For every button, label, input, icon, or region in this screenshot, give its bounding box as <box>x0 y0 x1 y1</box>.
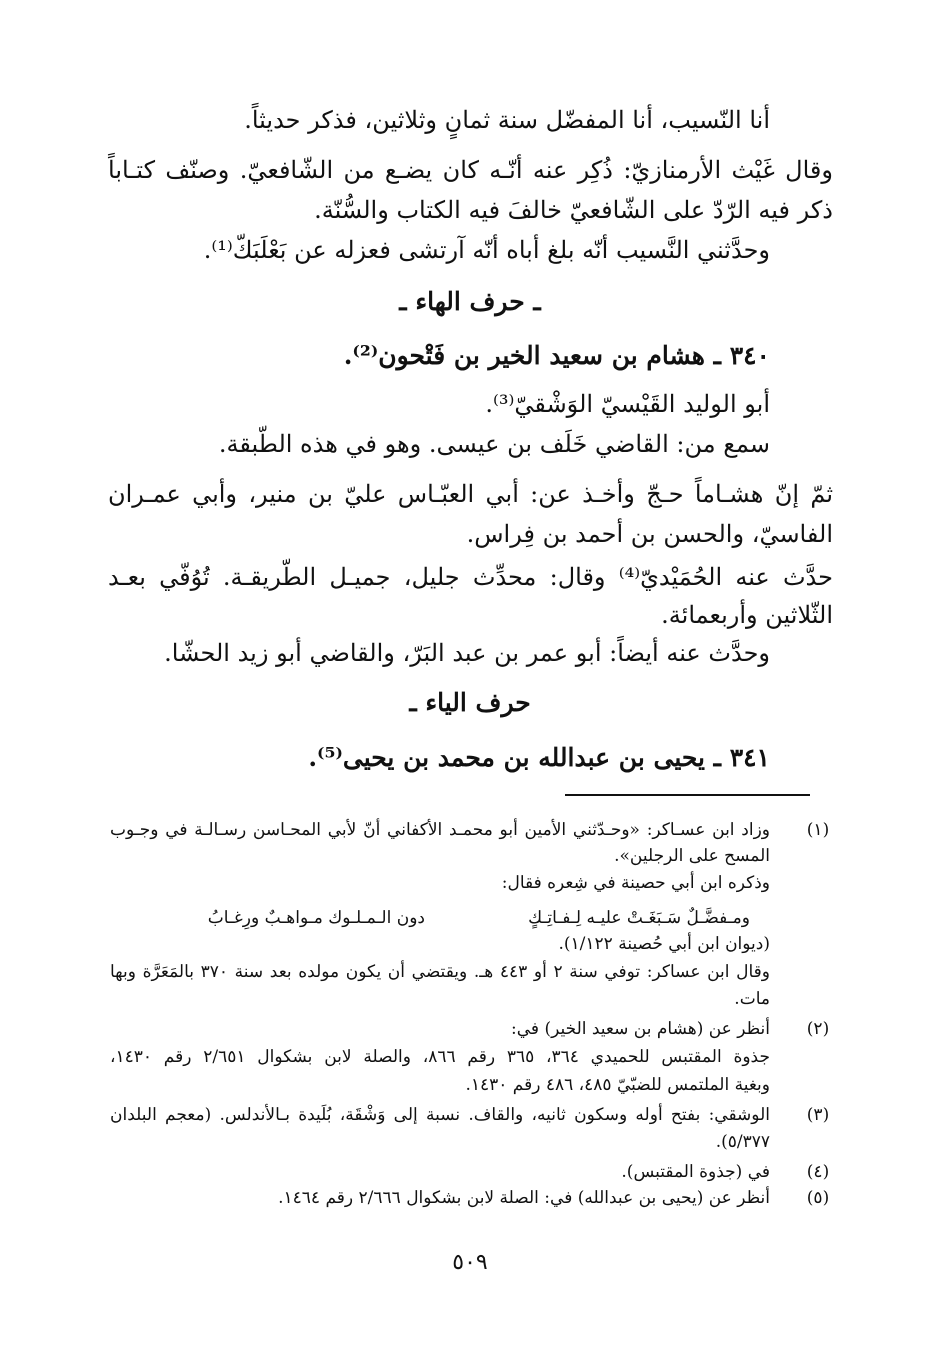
entry-341-title: ٣٤١ ـ يحيى بن عبدالله بن محمد بن يحيى⁽⁵⁾. <box>308 743 770 772</box>
footnote-2-line-1: أنظر عن (هشام بن سعيد الخير) في: <box>511 1019 770 1039</box>
footnote-number-2: (٢) <box>806 1019 830 1039</box>
section-heading-ha: ـ حرف الهاء ـ <box>399 287 541 316</box>
footnote-5-line-1: أنظر عن (يحيى بن عبدالله) في: الصلة لابن بشكوال ٢/٦٦٦ رقم ١٤٦٤. <box>278 1188 770 1208</box>
body-line-3: ذكر فيه الرّدّ على الشّافعيّ خالفَ فيه الكتاب والسُّنّة. <box>314 196 833 224</box>
footnote-number-4: (٤) <box>806 1162 830 1182</box>
footnote-1-line-3: وذكره ابن أبي حصينة في شِعره فقال: <box>501 873 770 893</box>
body-line-9: ثمّ إنّ هشـاماً حـجّ وأخـذ عن: أبي العبّـاس عليّ بن منير، وأبي عمـران <box>108 480 833 508</box>
footnote-1-verse-second-hemistich: دون الـمـلـوك مـواهـبٌ ورِغـابُ <box>207 908 425 928</box>
footnote-1-line-2: المسح على الرجلين». <box>614 846 770 866</box>
body-line-11: حدَّث عنه الحُمَيْديّ⁽⁴⁾ وقال: محدِّث جليل، جميـل الطّريقـة. تُوُفّي بعـد <box>108 563 833 591</box>
body-line-2: وقال غَيْث الأرمنازيّ: ذُكِر عنه أنّـه كان يضـع من الشّافعيّ. وصنّف كتـاباً <box>108 156 833 184</box>
footnote-4-line-1: في (جذوة المقتبس). <box>621 1162 770 1182</box>
footnote-1-line-4: (ديوان ابن أبي حُصينة ١/١٢٢). <box>558 934 770 954</box>
body-line-12: الثّلاثين وأربعمائة. <box>661 601 833 629</box>
section-heading-ya: حرف الياء ـ <box>409 688 531 717</box>
footnote-1-line-5: وقال ابن عساكر: توفي سنة ٢ أو ٤٤٣ هـ. ويقتضي أن يكون مولده بعد سنة ٣٧٠ بالمَعَرَّة وبها <box>110 962 770 982</box>
footnote-1-line-1: وزاد ابن عسـاكر: «وحـدّثني الأمين أبو محمـد الأكفاني أنّ لأبي المحـاسن رسـالـة في وجـوب <box>110 820 770 840</box>
footnote-3-line-1: الوشقي: بفتح أوله وسكون ثانيه، والقاف. نسبة إلى وَشْقَة، بُلَيدة بـالأندلس. (معجم البلدان <box>110 1105 770 1125</box>
footnote-number-3: (٣) <box>806 1105 830 1125</box>
footnote-number-5: (٥) <box>806 1188 830 1208</box>
body-line-10: الفاسيّ، والحسن بن أحمد بن فِراس. <box>466 520 833 548</box>
page-number: ٥٠٩ <box>452 1250 488 1275</box>
body-line-4: وحدَّثني النَّسيب أنّه بلغ أباه أنّه آرتشى فعزله عن بَعْلَبَكّ⁽¹⁾. <box>203 236 770 264</box>
footnote-separator <box>565 794 810 796</box>
footnote-3-line-2: ٥/٣٧٧). <box>715 1132 770 1152</box>
body-line-1: أنا النّسيب، أنا المفضّل سنة ثمانٍ وثلاثين، فذكر حديثاً. <box>244 106 770 134</box>
footnote-2-line-3: وبغية الملتمس للضبّيّ ٤٨٥، ٤٨٦ رقم ١٤٣٠. <box>465 1075 770 1095</box>
footnote-2-line-2: جذوة المقتبس للحميدي ٣٦٤، ٣٦٥ رقم ٨٦٦، والصلة لابن بشكوال ٢/٦٥١ رقم ١٤٣٠، <box>110 1047 770 1067</box>
body-line-13: وحدَّث عنه أيضاً: أبو عمر بن عبد البَرّ، والقاضي أبو زيد الحشّا. <box>164 639 770 667</box>
body-line-8: سمع من: القاضي خَلَف بن عيسى. وهو في هذه الطّبقة. <box>218 430 770 458</box>
entry-340-title: ٣٤٠ ـ هشام بن سعيد الخير بن فَتْحون⁽²⁾. <box>343 341 770 370</box>
body-line-7: أبو الوليد القَيْسيّ الوَشْقيّ⁽³⁾. <box>485 390 770 418</box>
footnote-1-line-6: مات. <box>734 989 770 1009</box>
footnote-1-verse-first-hemistich: ومـفضَّـلٌ سَـبَغَـتْ عليـه لِـفـاتِـكٍ <box>528 908 750 928</box>
footnote-number-1: (١) <box>806 820 830 840</box>
